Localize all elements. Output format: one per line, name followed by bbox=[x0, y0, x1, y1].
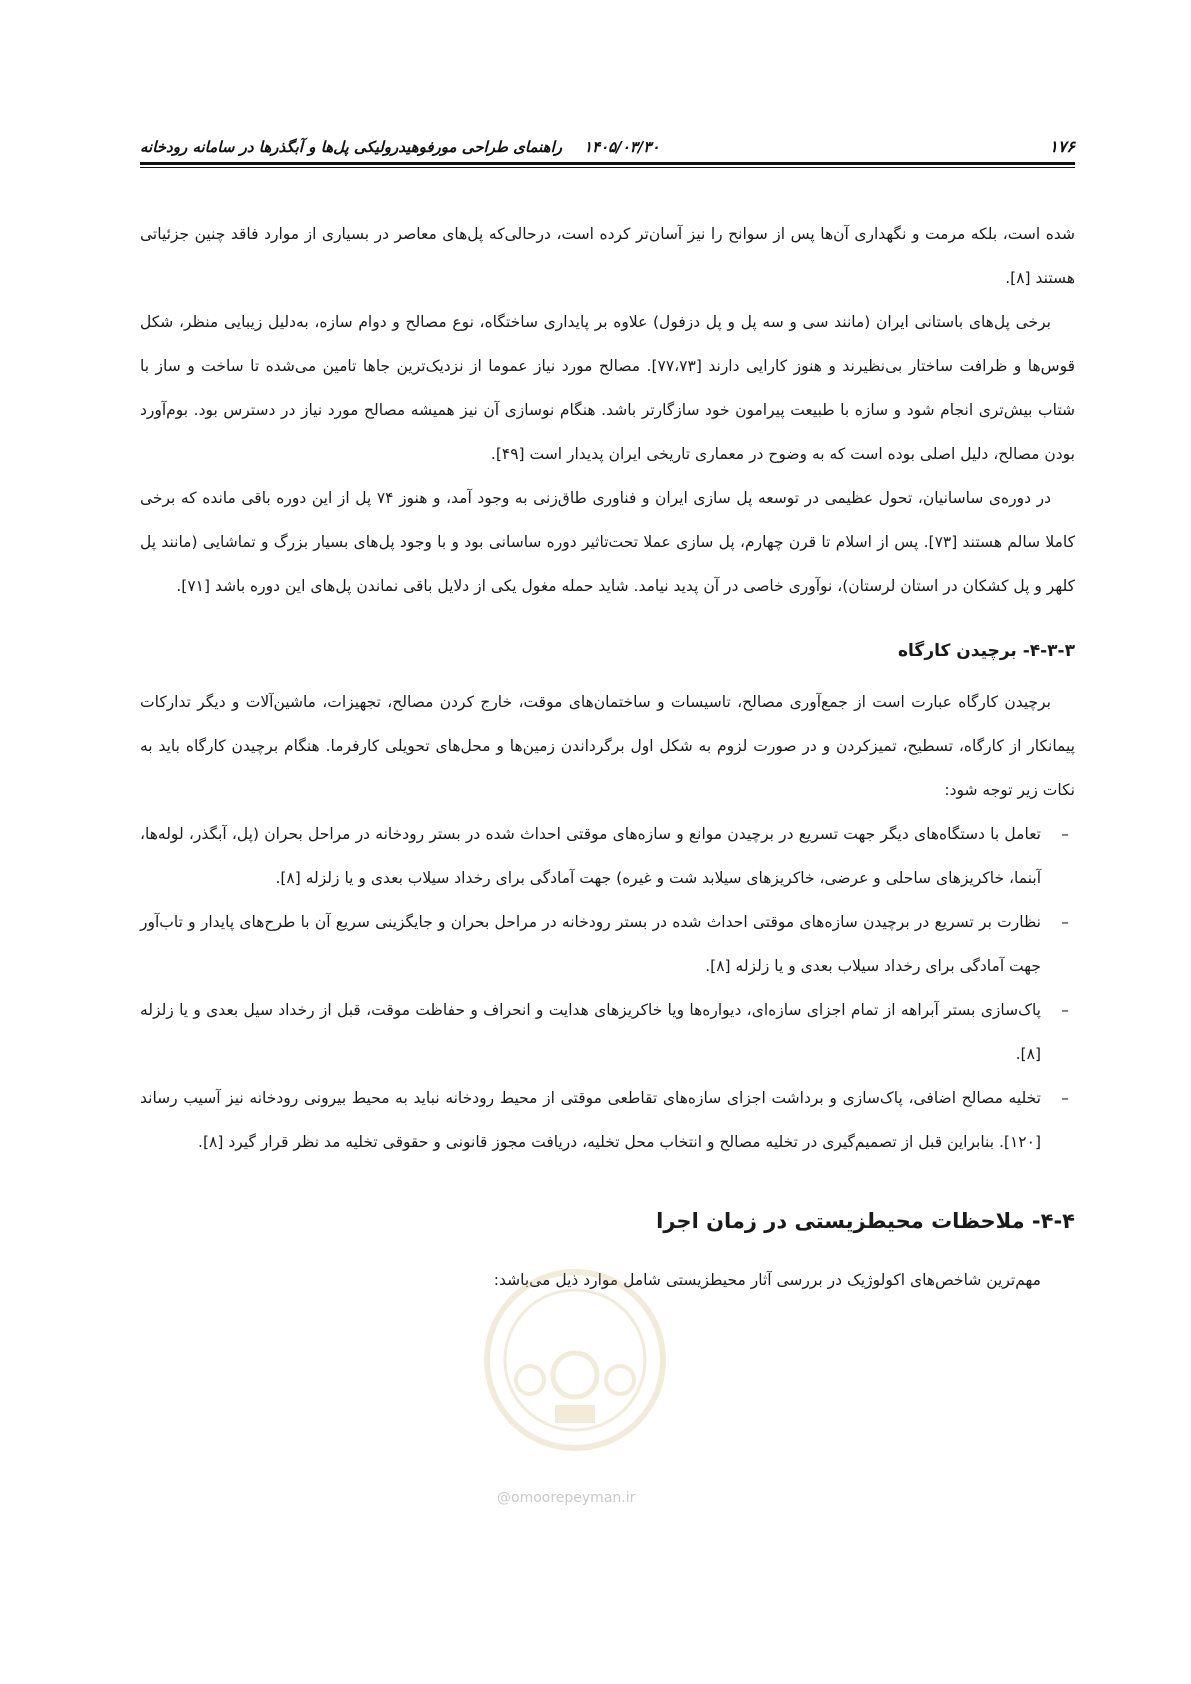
section-4-4-intro: مهم‌ترین شاخص‌های اکولوژیک در بررسی آثار محیطزیستی شامل موارد ذیل می‌باشد: bbox=[493, 1271, 1041, 1289]
header-title-group bbox=[140, 138, 659, 156]
running-header bbox=[140, 120, 1075, 156]
header-rule-thin bbox=[140, 167, 1075, 168]
header-title: راهنمای طراحی مورفوهیدرولیکی پل‌ها و آبگذرها در سامانه رودخانه bbox=[140, 138, 562, 156]
list-item bbox=[140, 812, 1069, 900]
section-heading-4-4: ۴-۴- ملاحظات محیطزیستی در زمان اجرا bbox=[656, 1209, 1075, 1233]
dash-bullet-icon: – bbox=[1061, 913, 1069, 931]
paragraph-3: در دوره‌ی ساسانیان، تحول عظیمی در توسعه پل سازی ایران و فناوری طاق‌زنی به وجود آمد، و هنوز ۷۴ پل از این دوره باقی مانده که برخی کاملا سالم هستند [۷۳]. پس از اسلام تا قرن چهارم، پل سازی عملا تحت‌تاثیر دوره ساسانی بود و با وجود پل‌های بسیار بزرگ و تماشایی (مانند پل کلهر و پل کشکان در استان لرستان)، نوآوری خاصی در آن پدید نیامد. شاید حمله مغول یکی از دلایل باقی نماندن پل‌های این دوره باشد [۷۱]. bbox=[140, 489, 1075, 595]
section-heading-4-3-3: ۴-۳-۳- برچیدن کارگاه bbox=[898, 641, 1075, 661]
requirements-list bbox=[140, 812, 1075, 1164]
list-item-text: نظارت بر تسریع در برچیدن سازه‌های موقتی احداث شده در بستر رودخانه در مراحل بحران و جایگزینی سریع آن با طرح‌های پایدار و تاب‌آور جهت آمادگی برای رخداد سیلاب بعدی و یا زلزله [۸]. bbox=[140, 913, 1041, 975]
page-number: ۱۷۶ bbox=[1049, 137, 1075, 156]
list-item-text: تخلیه مصالح اضافی، پاک‌سازی و برداشت اجزای سازه‌های تقاطعی موقتی از محیط رودخانه نباید به محیط بیرونی رودخانه نیز آسیب رساند [۱۲۰]. بنابراین قبل از تصمیم‌گیری در تخلیه مصالح و انتخاب محل تخلیه، دریافت مجوز قانونی و حقوقی تخلیه مد نظر قرار گیرد [۸]. bbox=[140, 1089, 1041, 1151]
header-rule bbox=[140, 162, 1075, 165]
list-item-text: پاک‌سازی بستر آبراهه از تمام اجزای سازه‌ای، دیواره‌ها ویا خاکریزهای هدایت و انحراف و حفاظت موقت، قبل از رخداد سیل بعدی و یا زلزله [۸]. bbox=[140, 1001, 1041, 1063]
paragraph-2: برخی پل‌های باستانی ایران (مانند سی و سه پل و پل دزفول) علاوه بر پایداری ساختگاه، نوع مصالح و دوام سازه، به‌دلیل زیبایی منظر، شکل قوس‌ها و ظرافت ساختار بی‌نظیرند و هنوز کارایی دارند [۷۷،۷۳]. مصالح مورد نیاز عموما از نزدیک‌ترین جاها تامین می‌شده تا ساخت و ساز با شتاب بیش‌تری انجام شود و سازه با طبیعت پیرامون خود سازگارتر باشد. هنگام نوسازی آن نیز همیشه مصالح مورد نیاز در دسترس بود. بوم‌آورد بودن مصالح، دلیل اصلی بوده است که به وضوح در معماری تاریخی ایران پدیدار است [۴۹]. bbox=[140, 313, 1075, 463]
dash-bullet-icon: – bbox=[1061, 1001, 1069, 1019]
dash-bullet-icon: – bbox=[1061, 1089, 1069, 1107]
section-intro-paragraph: برچیدن کارگاه عبارت است از جمع‌آوری مصالح، تاسیسات و ساختمان‌های موقت، خارج کردن مصالح، تجهیزات، ماشین‌آلات و دیگر تدارکات پیمانکار از کارگاه، تسطیح، تمیزکردن و در صورت لزوم به شکل اول برگرداندن زمین‌ها و محل‌های تحویلی کارفرما. هنگام برچیدن کارگاه باید به نکات زیر توجه شود: bbox=[140, 693, 1075, 799]
list-item bbox=[140, 1076, 1069, 1164]
header-date: ۱۴۰۵/۰۳/۳۰ bbox=[584, 138, 660, 156]
list-item-text: تعامل با دستگاه‌های دیگر جهت تسریع در برچیدن موانع و سازه‌های موقتی احداث شده در بستر رودخانه در مراحل بحران (پل، آبگذر، لوله‌ها، آبنما، خاکریزهای ساحلی و عرضی، خاکریزهای سیلابد شت و غیره) جهت آمادگی برای رخداد سیلاب بعدی و یا زلزله [۸]. bbox=[140, 825, 1041, 887]
watermark-text: @omoorepeyman.ir bbox=[497, 1490, 636, 1506]
main-content bbox=[140, 212, 1075, 1302]
dash-bullet-icon: – bbox=[1061, 825, 1069, 843]
paragraph-1: شده است، بلکه مرمت و نگهداری آن‌ها پس از سوانح را نیز آسان‌تر کرده است، درحالی‌که پل‌های معاصر در بسیاری از موارد فاقد چنین جزئیاتی هستند [۸]. bbox=[140, 225, 1075, 287]
list-item bbox=[140, 988, 1069, 1076]
list-item bbox=[140, 900, 1069, 988]
